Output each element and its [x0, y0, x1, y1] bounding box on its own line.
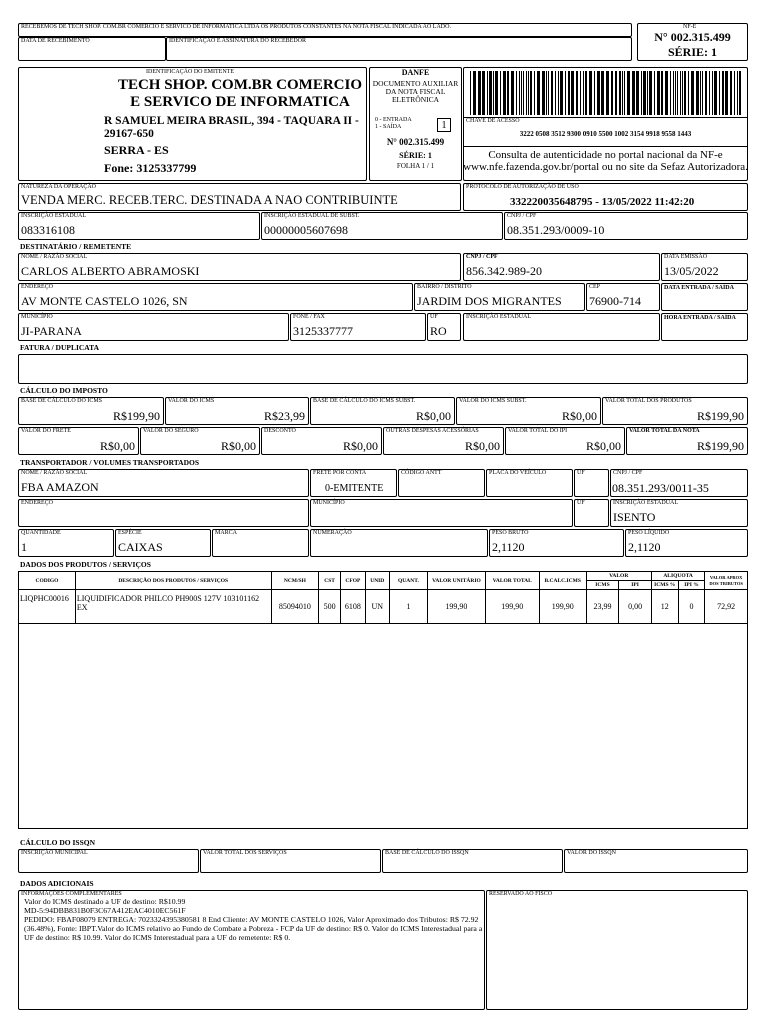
emitente-label: IDENTIFICAÇÃO DO EMITENTE — [146, 69, 234, 75]
products-table — [18, 571, 748, 624]
danfe-tipo: 1 — [441, 120, 447, 131]
dest-cpf-label: CNPJ / CPF — [466, 254, 498, 260]
row-aprox: 72,92 — [705, 590, 748, 624]
table-row — [19, 590, 748, 624]
desconto-value: R$0,00 — [342, 439, 378, 453]
row-unid: UN — [365, 590, 389, 624]
col-valor-total: VALOR TOTAL — [485, 572, 539, 590]
dest-nome-label: NOME / RAZÃO SOCIAL — [21, 254, 88, 260]
danfe-sub1: DOCUMENTO AUXILIAR — [372, 79, 459, 88]
transp-especie: CAIXAS — [118, 540, 163, 554]
dest-endereco: AV MONTE CASTELO 1026, SN — [21, 294, 188, 308]
row-ipi: 0,00 — [619, 590, 652, 624]
cnpj-emit-label: CNPJ / CPF — [507, 213, 537, 219]
dest-municipio: JI-PARANA — [21, 324, 82, 338]
danfe-series: SÉRIE: 1 — [399, 151, 432, 160]
chave-consulta-line2: www.nfe.fazenda.gov.br/portal ou no site da Sefaz Autorizadora. — [463, 161, 748, 173]
col-valor-group: VALOR — [586, 572, 651, 581]
row-codigo: LIQPHC00016 — [19, 590, 76, 624]
dest-bairro: JARDIM DOS MIGRANTES — [417, 294, 562, 308]
transp-ie: ISENTO — [613, 510, 656, 524]
row-bcalc: 199,90 — [539, 590, 586, 624]
dest-fone-label: FONE / FAX — [293, 314, 325, 320]
transp-marca-label: MARCA — [215, 530, 238, 536]
transp-nome-label: NOME / RAZÃO SOCIAL — [21, 470, 88, 476]
frete-value: R$0,00 — [99, 439, 135, 453]
danfe-folha: FOLHA 1 / 1 — [396, 162, 435, 170]
ipi-value: R$0,00 — [585, 439, 621, 453]
transp-cnpj-label: CNPJ / CPF — [613, 470, 643, 476]
desconto-label: DESCONTO — [264, 428, 296, 434]
dest-cep: 76900-714 — [589, 294, 641, 308]
transp-frete: 0-EMITENTE — [325, 483, 384, 494]
adicionais-section-title: DADOS ADICIONAIS — [20, 879, 94, 888]
issqn-im-label: INSCRIÇÃO MUNICIPAL — [21, 850, 88, 856]
transp-peso-bruto: 2,1120 — [492, 540, 525, 554]
danfe-sub2: DA NOTA FISCAL — [385, 87, 446, 96]
produtos-section-title: DADOS DOS PRODUTOS / SERVIÇOS — [20, 560, 151, 569]
outras-value: R$0,00 — [464, 439, 500, 453]
transp-peso-liq-label: PESO LÍQUIDO — [628, 530, 670, 536]
col-icms-pct: ICMS % — [651, 581, 678, 590]
valor-st-value: R$0,00 — [561, 409, 597, 423]
dest-uf-label: UF — [430, 314, 438, 320]
total-prod-label: VALOR TOTAL DOS PRODUTOS — [605, 398, 692, 404]
transp-endereco-label: ENDEREÇO — [21, 500, 53, 506]
fatura-box — [18, 354, 748, 384]
barcode — [470, 71, 744, 115]
total-nota-value: R$199,90 — [696, 439, 744, 453]
transp-placa-label: PLACA DO VEÍCULO — [489, 470, 547, 476]
danfe-saida: 1 - SAÍDA — [375, 124, 402, 130]
info-line3: PEDIDO: FBAF08079 ENTREGA: 7023324395380581 8 End Cliente: AV MONTE CASTELO 1026, Valor Aproximado dos Tributos: R$ 72.92 — [24, 915, 479, 924]
transp-municipio-label: MUNICÍPIO — [313, 500, 345, 506]
ie-st-value: 00000005607698 — [264, 223, 348, 237]
reservado-fisco-box — [486, 890, 748, 1010]
row-icms-pct: 12 — [651, 590, 678, 624]
dest-uf: RO — [430, 324, 447, 338]
canhoto-series: SÉRIE: 1 — [667, 45, 717, 59]
dest-emissao: 13/05/2022 — [664, 264, 719, 278]
total-prod-value: R$199,90 — [696, 409, 744, 423]
emitente-name-line1: TECH SHOP. COM.BR COMERCIO — [117, 77, 363, 93]
row-quant: 1 — [389, 590, 428, 624]
valor-st-label: VALOR DO ICMS SUBST. — [459, 398, 527, 404]
chave-value: 3222 0508 3512 9300 0910 5500 1002 3154 9918 9558 1443 — [519, 130, 692, 138]
outras-label: OUTRAS DESPESAS ACESSÓRIAS — [386, 428, 479, 434]
transp-peso-bruto-label: PESO BRUTO — [492, 530, 529, 536]
seguro-label: VALOR DO SEGURO — [143, 428, 199, 434]
issqn-section-title: CÁLCULO DO ISSQN — [20, 838, 96, 847]
info-line5: UF de destino: R$ 10.99. Valor do ICMS Interestadual para a UF do remetente: R$ 0. — [24, 933, 291, 942]
chave-label: CHAVE DE ACESSO — [466, 118, 520, 124]
canhoto-nfe-label: NF-E — [683, 24, 697, 30]
fatura-section-title: FATURA / DUPLICATA — [20, 343, 100, 352]
row-valor-total: 199,90 — [485, 590, 539, 624]
col-aprox: VALOR APROX DOS TRIBUTOS — [705, 572, 748, 590]
col-aliquota-group: ALIQUOTA — [651, 572, 704, 581]
dest-bairro-label: BAIRRO / DISTRITO — [417, 284, 472, 290]
col-ipi: IPI — [619, 581, 652, 590]
dest-ie-label: INSCRIÇÃO ESTADUAL — [466, 314, 532, 320]
info-line2: MD-5:94DBB831B0F3C67A412EAC4010EC561F — [24, 906, 186, 915]
seguro-value: R$0,00 — [220, 439, 256, 453]
transp-peso-liq: 2,1120 — [628, 540, 661, 554]
base-icms-label: BASE DE CÁLCULO DO ICMS — [21, 398, 103, 404]
reservado-fisco-label: RESERVADO AO FISCO — [489, 891, 553, 897]
col-bcalc: B.CALC.ICMS — [539, 572, 586, 590]
row-cst: 500 — [319, 590, 341, 624]
transp-endereco-field — [18, 499, 309, 527]
info-complementares-label: INFORMAÇÕES COMPLEMENTARES — [21, 891, 122, 897]
receiver-signature-label: IDENTIFICAÇÃO E ASSINATURA DO RECEBEDOR — [169, 38, 307, 44]
frete-label: VALOR DO FRETE — [21, 428, 71, 434]
protocolo-value: 332220035648795 - 13/05/2022 11:42:20 — [510, 196, 695, 208]
transp-frete-label: FRETE POR CONTA — [313, 470, 367, 476]
dest-endereco-label: ENDEREÇO — [21, 284, 53, 290]
dest-fone: 3125337777 — [293, 324, 353, 338]
chave-consulta-line1: Consulta de autenticidade no portal nacional da NF-e — [488, 149, 723, 161]
cnpj-emit-value: 08.351.293/0009-10 — [507, 223, 605, 237]
ie-value: 083316108 — [21, 223, 75, 237]
ie-label: INSCRIÇÃO ESTADUAL — [21, 213, 87, 219]
col-quant: QUANT. — [389, 572, 428, 590]
imposto-section-title: CÁLCULO DO IMPOSTO — [20, 386, 108, 395]
row-icms: 23,99 — [586, 590, 619, 624]
natureza-label: NATUREZA DA OPERAÇÃO — [21, 184, 97, 190]
emitente-address: R SAMUEL MEIRA BRASIL, 394 - TAQUARA II - 29167-650 — [104, 115, 359, 140]
canhoto-text: RECEBEMOS DE TECH SHOP. COM.BR COMERCIO E SERVICO DE INFORMATICA LTDA OS PRODUTOS CONSTANTES NA NOTA FISCAL INDICADA AO LADO. — [21, 24, 451, 30]
transp-qtd-label: QUANTIDADE — [21, 530, 61, 536]
col-codigo: CODIGO — [19, 572, 76, 590]
row-ipi-pct: 0 — [678, 590, 705, 624]
col-cfop: CFOP — [341, 572, 366, 590]
emitente-name-line2: E SERVICO DE INFORMATICA — [130, 94, 350, 110]
dest-emissao-label: DATA EMISSÃO — [664, 254, 708, 260]
row-valor-unit: 199,90 — [428, 590, 485, 624]
row-cfop: 6108 — [341, 590, 366, 624]
emitente-city: SERRA - ES — [104, 143, 169, 157]
transp-ie-label: INSCRIÇÃO ESTADUAL — [613, 500, 679, 506]
transp-uf2-label: UF — [577, 500, 585, 506]
dest-entrada-saida-label: DATA ENTRADA / SAÍDA — [664, 285, 734, 291]
valor-icms-label: VALOR DO ICMS — [168, 398, 215, 404]
transp-uf-label: UF — [577, 470, 585, 476]
transp-numeracao-label: NUMERAÇÃO — [313, 530, 352, 536]
emitente-phone: Fone: 3125337799 — [104, 161, 197, 175]
danfe-entrada: 0 - ENTRADA — [375, 117, 412, 123]
issqn-base-label: BASE DE CÁLCULO DO ISSQN — [385, 850, 469, 856]
ie-st-label: INSCRIÇÃO ESTADUAL DE SUBST. — [264, 213, 360, 219]
danfe-number: N° 002.315.499 — [386, 137, 445, 147]
col-cst: CST — [319, 572, 341, 590]
transportador-section-title: TRANSPORTADOR / VOLUMES TRANSPORTADOS — [20, 458, 200, 467]
transp-nome: FBA AMAZON — [21, 480, 99, 494]
dest-hora-label: HORA ENTRADA / SAÍDA — [664, 315, 736, 321]
base-st-value: R$0,00 — [415, 409, 451, 423]
col-ipi-pct: IPI % — [678, 581, 705, 590]
col-valor-unit: VALOR UNITÁRIO — [428, 572, 485, 590]
row-descricao: LIQUIDIFICADOR PHILCO PH900S 127V 103101162 EX — [75, 590, 271, 624]
transp-municipio-field — [310, 499, 573, 527]
ipi-label: VALOR TOTAL DO IPI — [508, 428, 568, 434]
info-line4: (36.48%), Fonte: IBPT.Valor do ICMS relativo ao Fundo de Combate a Pobreza - FCP da UF de destino: R$ 0. Valor do ICMS Interestadual para a — [24, 924, 483, 933]
valor-icms-value: R$23,99 — [263, 409, 305, 423]
row-ncm: 85094010 — [271, 590, 319, 624]
transp-antt-label: CÓDIGO ANTT — [401, 470, 442, 476]
natureza-value: VENDA MERC. RECEB.TERC. DESTINADA A NAO CONTRIBUINTE — [21, 193, 398, 207]
danfe-title: DANFE — [401, 68, 430, 77]
base-st-label: BASE DE CÁLCULO DO ICMS SUBST. — [313, 398, 416, 404]
col-icms: ICMS — [586, 581, 619, 590]
receipt-date-label: DATA DE RECEBIMENTO — [21, 38, 90, 44]
dest-nome: CARLOS ALBERTO ABRAMOSKI — [21, 264, 200, 278]
danfe-sub3: ELETRÔNICA — [391, 95, 440, 104]
total-nota-label: VALOR TOTAL DA NOTA — [629, 428, 700, 434]
base-icms-value: R$199,90 — [112, 409, 160, 423]
transp-qtd: 1 — [21, 540, 27, 554]
dest-cpf: 856.342.989-20 — [466, 264, 542, 278]
issqn-valor-label: VALOR DO ISSQN — [567, 850, 616, 856]
protocolo-label: PROTOCOLO DE AUTORIZAÇÃO DE USO — [466, 184, 579, 190]
col-descricao: DESCRIÇÃO DOS PRODUTOS / SERVIÇOS — [75, 572, 271, 590]
destinatario-section-title: DESTINATÁRIO / REMETENTE — [20, 242, 132, 251]
transp-cnpj: 08.351.293/0011-35 — [612, 481, 709, 495]
dest-municipio-label: MUNICÍPIO — [21, 314, 53, 320]
canhoto-number: N° 002.315.499 — [654, 30, 731, 44]
col-unid: UNID — [365, 572, 389, 590]
transp-especie-label: ESPÉCIE — [118, 530, 142, 536]
dest-cep-label: CEP — [589, 284, 601, 290]
info-line1: Valor do ICMS destinado a UF de destino: R$10.99 — [24, 897, 186, 906]
issqn-servicos-label: VALOR TOTAL DOS SERVIÇOS — [203, 850, 287, 856]
col-ncm: NCM/SH — [271, 572, 319, 590]
